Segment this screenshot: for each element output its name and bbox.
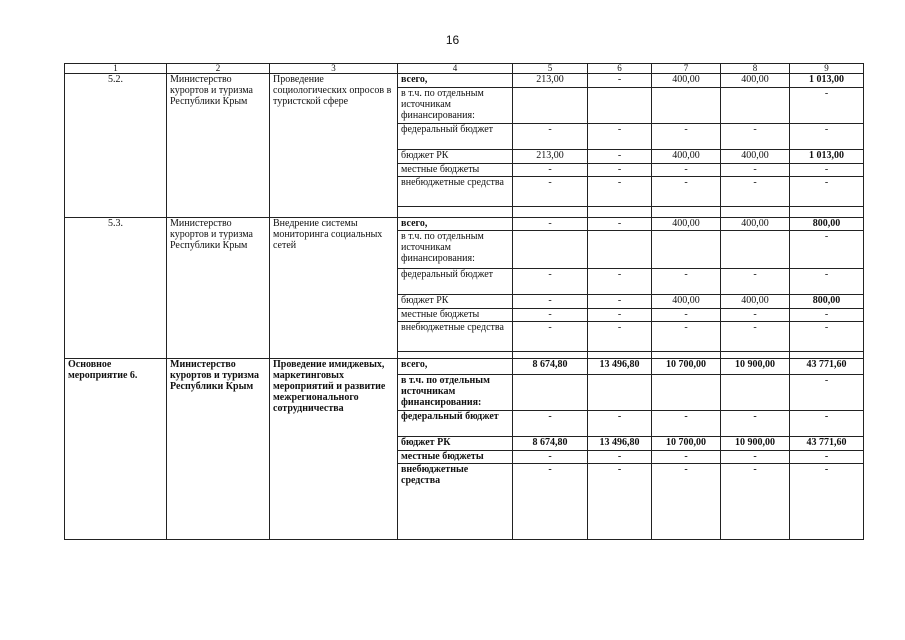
- value-cell: 400,00: [721, 74, 790, 88]
- value-cell: 10 900,00: [721, 359, 790, 375]
- source-incl: в т.ч. по отдельным источникам финансирования:: [398, 375, 513, 411]
- column-header: 5: [513, 64, 588, 74]
- value-cell: -: [721, 464, 790, 540]
- value-cell: -: [721, 124, 790, 150]
- blank-cell: [652, 352, 721, 359]
- value-cell: -: [790, 451, 864, 464]
- value-cell: -: [588, 295, 652, 309]
- value-cell: -: [513, 451, 588, 464]
- source-total: всего,: [398, 74, 513, 88]
- value-cell: -: [513, 309, 588, 322]
- value-cell: -: [513, 218, 588, 231]
- value-cell: -: [790, 164, 864, 177]
- value-cell: -: [652, 411, 721, 437]
- activity-cell: Проведение имиджевых, маркетинговых мероприятий и развитие межрегионального сотрудничества: [270, 359, 398, 540]
- value-cell: 400,00: [652, 150, 721, 164]
- source-federal: федеральный бюджет: [398, 124, 513, 150]
- value-cell: -: [652, 177, 721, 207]
- blank-cell: [398, 352, 513, 359]
- value-cell: [513, 88, 588, 124]
- value-cell: 10 700,00: [652, 359, 721, 375]
- value-cell: -: [588, 411, 652, 437]
- value-cell: -: [790, 231, 864, 269]
- value-cell: -: [513, 464, 588, 540]
- value-cell: -: [790, 322, 864, 352]
- value-cell: -: [652, 464, 721, 540]
- value-cell: -: [588, 464, 652, 540]
- value-cell: -: [588, 322, 652, 352]
- value-cell: 8 674,80: [513, 437, 588, 451]
- value-cell: 800,00: [790, 295, 864, 309]
- value-cell: [513, 231, 588, 269]
- page-number: 16: [445, 33, 460, 47]
- row-number: 5.2.: [65, 74, 167, 218]
- source-extra: внебюджетные средства: [398, 464, 513, 540]
- value-cell: 400,00: [652, 218, 721, 231]
- source-local: местные бюджеты: [398, 451, 513, 464]
- column-header: 2: [167, 64, 270, 74]
- value-cell: -: [588, 150, 652, 164]
- blank-cell: [513, 352, 588, 359]
- value-cell: -: [652, 451, 721, 464]
- executor-cell: Министерство курортов и туризма Республики Крым: [167, 359, 270, 540]
- table-row: [65, 359, 864, 375]
- value-cell: 213,00: [513, 74, 588, 88]
- source-extra: внебюджетные средства: [398, 177, 513, 207]
- column-header: 7: [652, 64, 721, 74]
- value-cell: -: [513, 269, 588, 295]
- value-cell: -: [721, 451, 790, 464]
- column-header-row: [65, 64, 864, 74]
- value-cell: -: [588, 164, 652, 177]
- column-header: 9: [790, 64, 864, 74]
- value-cell: 800,00: [790, 218, 864, 231]
- source-total: всего,: [398, 359, 513, 375]
- value-cell: -: [790, 124, 864, 150]
- source-local: местные бюджеты: [398, 164, 513, 177]
- value-cell: 43 771,60: [790, 359, 864, 375]
- blank-cell: [652, 207, 721, 218]
- value-cell: [652, 231, 721, 269]
- value-cell: -: [652, 124, 721, 150]
- blank-cell: [588, 352, 652, 359]
- value-cell: 13 496,80: [588, 359, 652, 375]
- executor-cell: Министерство курортов и туризма Республики Крым: [167, 218, 270, 359]
- value-cell: 400,00: [652, 74, 721, 88]
- value-cell: 400,00: [721, 218, 790, 231]
- value-cell: -: [652, 309, 721, 322]
- value-cell: 400,00: [721, 295, 790, 309]
- value-cell: -: [588, 177, 652, 207]
- value-cell: -: [652, 269, 721, 295]
- value-cell: -: [588, 309, 652, 322]
- value-cell: -: [513, 295, 588, 309]
- value-cell: -: [790, 411, 864, 437]
- source-rk: бюджет РК: [398, 150, 513, 164]
- value-cell: -: [790, 375, 864, 411]
- source-rk: бюджет РК: [398, 437, 513, 451]
- value-cell: 400,00: [652, 295, 721, 309]
- value-cell: -: [513, 411, 588, 437]
- value-cell: -: [588, 74, 652, 88]
- source-federal: федеральный бюджет: [398, 269, 513, 295]
- column-header: 6: [588, 64, 652, 74]
- value-cell: -: [790, 309, 864, 322]
- row-number: Основное мероприятие 6.: [65, 359, 167, 540]
- blank-cell: [790, 207, 864, 218]
- blank-cell: [513, 207, 588, 218]
- source-extra: внебюджетные средства: [398, 322, 513, 352]
- table-row: [65, 74, 864, 88]
- value-cell: -: [790, 177, 864, 207]
- column-header: 1: [65, 64, 167, 74]
- source-incl: в т.ч. по отдельным источникам финансирования:: [398, 88, 513, 124]
- value-cell: 10 900,00: [721, 437, 790, 451]
- value-cell: -: [790, 464, 864, 540]
- value-cell: -: [513, 322, 588, 352]
- blank-cell: [721, 352, 790, 359]
- value-cell: -: [652, 322, 721, 352]
- value-cell: -: [513, 164, 588, 177]
- blank-cell: [721, 207, 790, 218]
- value-cell: -: [513, 124, 588, 150]
- source-local: местные бюджеты: [398, 309, 513, 322]
- column-header: 3: [270, 64, 398, 74]
- value-cell: 10 700,00: [652, 437, 721, 451]
- value-cell: [721, 375, 790, 411]
- value-cell: -: [588, 269, 652, 295]
- value-cell: [588, 375, 652, 411]
- budget-table: [64, 63, 864, 540]
- value-cell: [588, 231, 652, 269]
- value-cell: 1 013,00: [790, 74, 864, 88]
- value-cell: 43 771,60: [790, 437, 864, 451]
- value-cell: [588, 88, 652, 124]
- blank-cell: [398, 207, 513, 218]
- column-header: 4: [398, 64, 513, 74]
- value-cell: -: [721, 164, 790, 177]
- value-cell: [652, 375, 721, 411]
- value-cell: -: [721, 309, 790, 322]
- executor-cell: Министерство курортов и туризма Республики Крым: [167, 74, 270, 218]
- value-cell: [652, 88, 721, 124]
- value-cell: 400,00: [721, 150, 790, 164]
- value-cell: -: [721, 322, 790, 352]
- column-header: 8: [721, 64, 790, 74]
- source-total: всего,: [398, 218, 513, 231]
- value-cell: 213,00: [513, 150, 588, 164]
- value-cell: 1 013,00: [790, 150, 864, 164]
- value-cell: -: [513, 177, 588, 207]
- blank-cell: [790, 352, 864, 359]
- blank-cell: [588, 207, 652, 218]
- activity-cell: Проведение социологических опросов в туристской сфере: [270, 74, 398, 218]
- source-incl: в т.ч. по отдельным источникам финансирования:: [398, 231, 513, 269]
- value-cell: [721, 88, 790, 124]
- source-rk: бюджет РК: [398, 295, 513, 309]
- source-federal: федеральный бюджет: [398, 411, 513, 437]
- value-cell: -: [790, 88, 864, 124]
- activity-cell: Внедрение системы мониторинга социальных сетей: [270, 218, 398, 359]
- table-row: [65, 218, 864, 231]
- row-number: 5.3.: [65, 218, 167, 359]
- value-cell: 13 496,80: [588, 437, 652, 451]
- value-cell: -: [721, 411, 790, 437]
- value-cell: 8 674,80: [513, 359, 588, 375]
- value-cell: -: [652, 164, 721, 177]
- value-cell: -: [721, 177, 790, 207]
- value-cell: -: [588, 218, 652, 231]
- value-cell: -: [588, 124, 652, 150]
- value-cell: -: [721, 269, 790, 295]
- value-cell: -: [790, 269, 864, 295]
- value-cell: [721, 231, 790, 269]
- value-cell: [513, 375, 588, 411]
- value-cell: -: [588, 451, 652, 464]
